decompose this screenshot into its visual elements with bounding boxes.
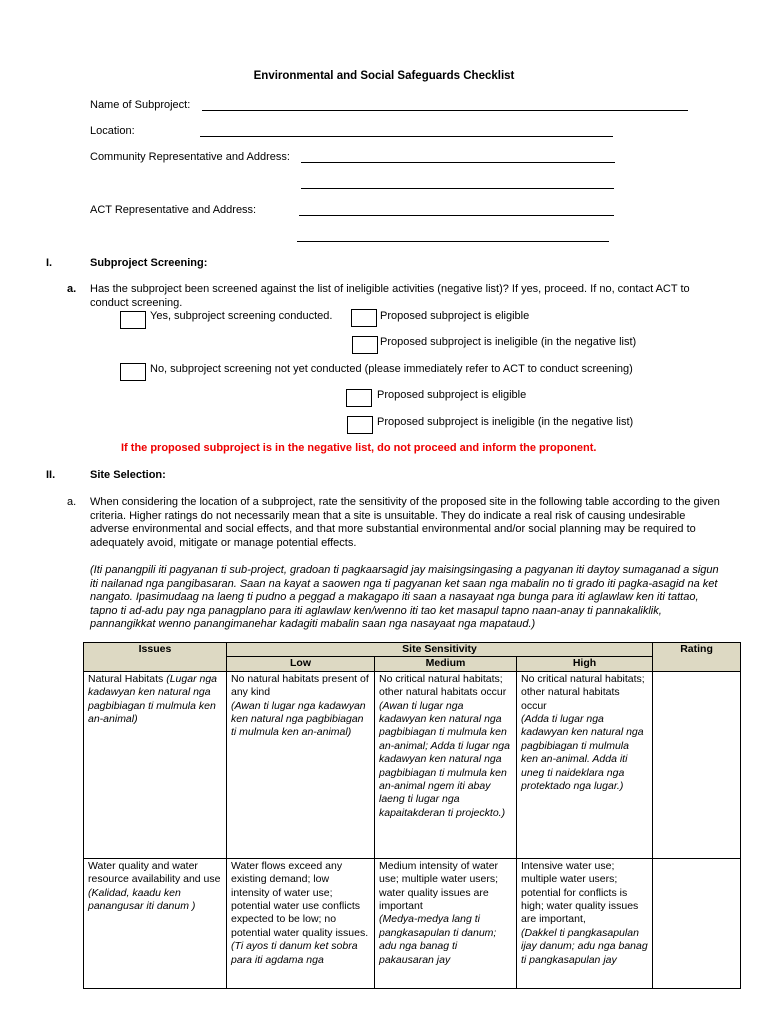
yes-screened-label: Yes, subproject screening conducted.: [150, 310, 333, 322]
site-sensitivity-header: Site Sensitivity: [227, 643, 653, 657]
location-input[interactable]: [200, 136, 613, 137]
high-cell: Intensive water use; multiple water users; potential for conflicts is high; water quality issues are important, (Dakkel ti pangkasapulan ijay danum; adu nga banag ti pangkasapulan jay: [517, 858, 653, 988]
yes-screened-checkbox[interactable]: [120, 311, 146, 329]
section-2-number: II.: [46, 469, 56, 481]
act-rep-label: ACT Representative and Address:: [90, 204, 257, 216]
section-1-number: I.: [46, 257, 53, 269]
section-1-title: Subproject Screening:: [90, 257, 208, 269]
section-1-item-a-text: Has the subproject been screened against the list of ineligible activities (negative list)? If yes, proceed. If no, contact ACT to conduct screening.: [90, 283, 690, 309]
community-rep-address-input[interactable]: [301, 188, 614, 189]
page-title: Environmental and Social Safeguards Checklist: [253, 70, 515, 82]
subproject-name-label: Name of Subproject:: [90, 99, 191, 111]
rating-cell[interactable]: [653, 671, 741, 858]
site-sensitivity-table: [83, 642, 741, 989]
rating-cell[interactable]: [653, 858, 741, 988]
yes-eligible-checkbox[interactable]: [351, 309, 377, 327]
medium-header: Medium: [375, 657, 517, 671]
not-screened-label: No, subproject screening not yet conducted (please immediately refer to ACT to conduct screening): [150, 363, 633, 375]
section-1-item-a-number: a.: [67, 283, 77, 295]
location-label: Location:: [90, 125, 135, 137]
high-cell: No critical natural habitats; other natural habitats occur (Adda ti lugar nga kadawyan ken natural nga pagbibiagan ti mulmula ken an-animal. Adda iti uneg ti naideklara nga protektado nga lugar.): [517, 671, 653, 858]
yes-ineligible-label: Proposed subproject is ineligible (in the negative list): [380, 336, 637, 348]
no-ineligible-label: Proposed subproject is ineligible (in the negative list): [377, 416, 634, 428]
issue-cell: Water quality and water resource availability and use (Kalidad, kaadu ken panangusar iti danum ): [84, 858, 227, 988]
table-row: [84, 858, 741, 988]
section-2-item-a-translation: (Iti panangpili iti pagyanan ti sub-project, gradoan ti pagkaarsagid jay maisingsingasing a pagyanan iti daytoy sumaganad a sigun iti nailanad nga pangibasaran. Saan na kayat a saowen nga ti pagyanan ket saan nga mabalin no ti grado iti pagka-asagid na ket nangato. Ipasimudaag na laeng ti pudno a peggad a makagapo iti saan a nasayaat nga bunga para iti aglawlaw ken iti tattao, tapno ti ad-adu pay nga panagplano para iti aglawlaw ken/wenno iti tao ket masapul tapno naan-anay ti pannakaliklik, pannangikkat wenno panangimanehar kadagiti mabalin saan nga nasayaat nga mapataud.): [90, 564, 719, 630]
low-cell: No natural habitats present of any kind (Awan ti lugar nga kadawyan ken natural nga pagbibiagan ti mulmula ken an-animal): [227, 671, 375, 858]
section-2-item-a-number: a.: [67, 496, 77, 508]
negative-list-warning: If the proposed subproject is in the negative list, do not proceed and inform the proponent.: [121, 442, 597, 454]
no-ineligible-checkbox[interactable]: [347, 416, 373, 434]
section-2-item-a-text: When considering the location of a subproject, rate the sensitivity of the proposed site in the following table according to the given criteria. Higher ratings do not necessarily mean that a site is unsuitable. They do indicate a real risk of causing undesirable adverse environmental and social effects, and that more substantial environmental and/or social planning may be required to adequately avoid, mitigate or manage potential effects.: [90, 496, 720, 549]
no-eligible-label: Proposed subproject is eligible: [377, 389, 527, 401]
medium-cell: Medium intensity of water use; multiple water users; water quality issues are important (Medya-medya lang ti pangkasapulan ti danum; adu nga banag ti pakausaran jay: [375, 858, 517, 988]
low-header: Low: [227, 657, 375, 671]
community-rep-label: Community Representative and Address:: [90, 151, 290, 163]
yes-ineligible-checkbox[interactable]: [352, 336, 378, 354]
no-eligible-checkbox[interactable]: [346, 389, 372, 407]
act-rep-input[interactable]: [299, 215, 614, 216]
rating-header: Rating: [653, 643, 741, 672]
community-rep-input[interactable]: [301, 162, 615, 163]
act-rep-address-input[interactable]: [297, 241, 609, 242]
not-screened-checkbox[interactable]: [120, 363, 146, 381]
high-header: High: [517, 657, 653, 671]
table-row: [84, 671, 741, 858]
medium-cell: No critical natural habitats; other natural habitats occur (Awan ti lugar nga kadawyan ken natural nga pagbibiagan ti mulmula ken an-animal; Adda ti lugar nga kadawyan ken natural nga pagbibiagan ti mulmula ken an-animal ngem iti abay laeng ti lugar nga kapaitakderan ti projeckto.): [375, 671, 517, 858]
section-2-title: Site Selection:: [90, 469, 166, 481]
issue-cell: Natural Habitats (Lugar nga kadawyan ken natural nga pagbibiagan ti mulmula ken an-animal): [84, 671, 227, 858]
low-cell: Water flows exceed any existing demand; low intensity of water use; potential water use conflicts expected to be low; no potential water quality issues. (Ti ayos ti danum ket sobra para iti agdama nga: [227, 858, 375, 988]
subproject-name-input[interactable]: [202, 110, 688, 111]
issues-header: Issues: [84, 643, 227, 672]
yes-eligible-label: Proposed subproject is eligible: [380, 310, 530, 322]
